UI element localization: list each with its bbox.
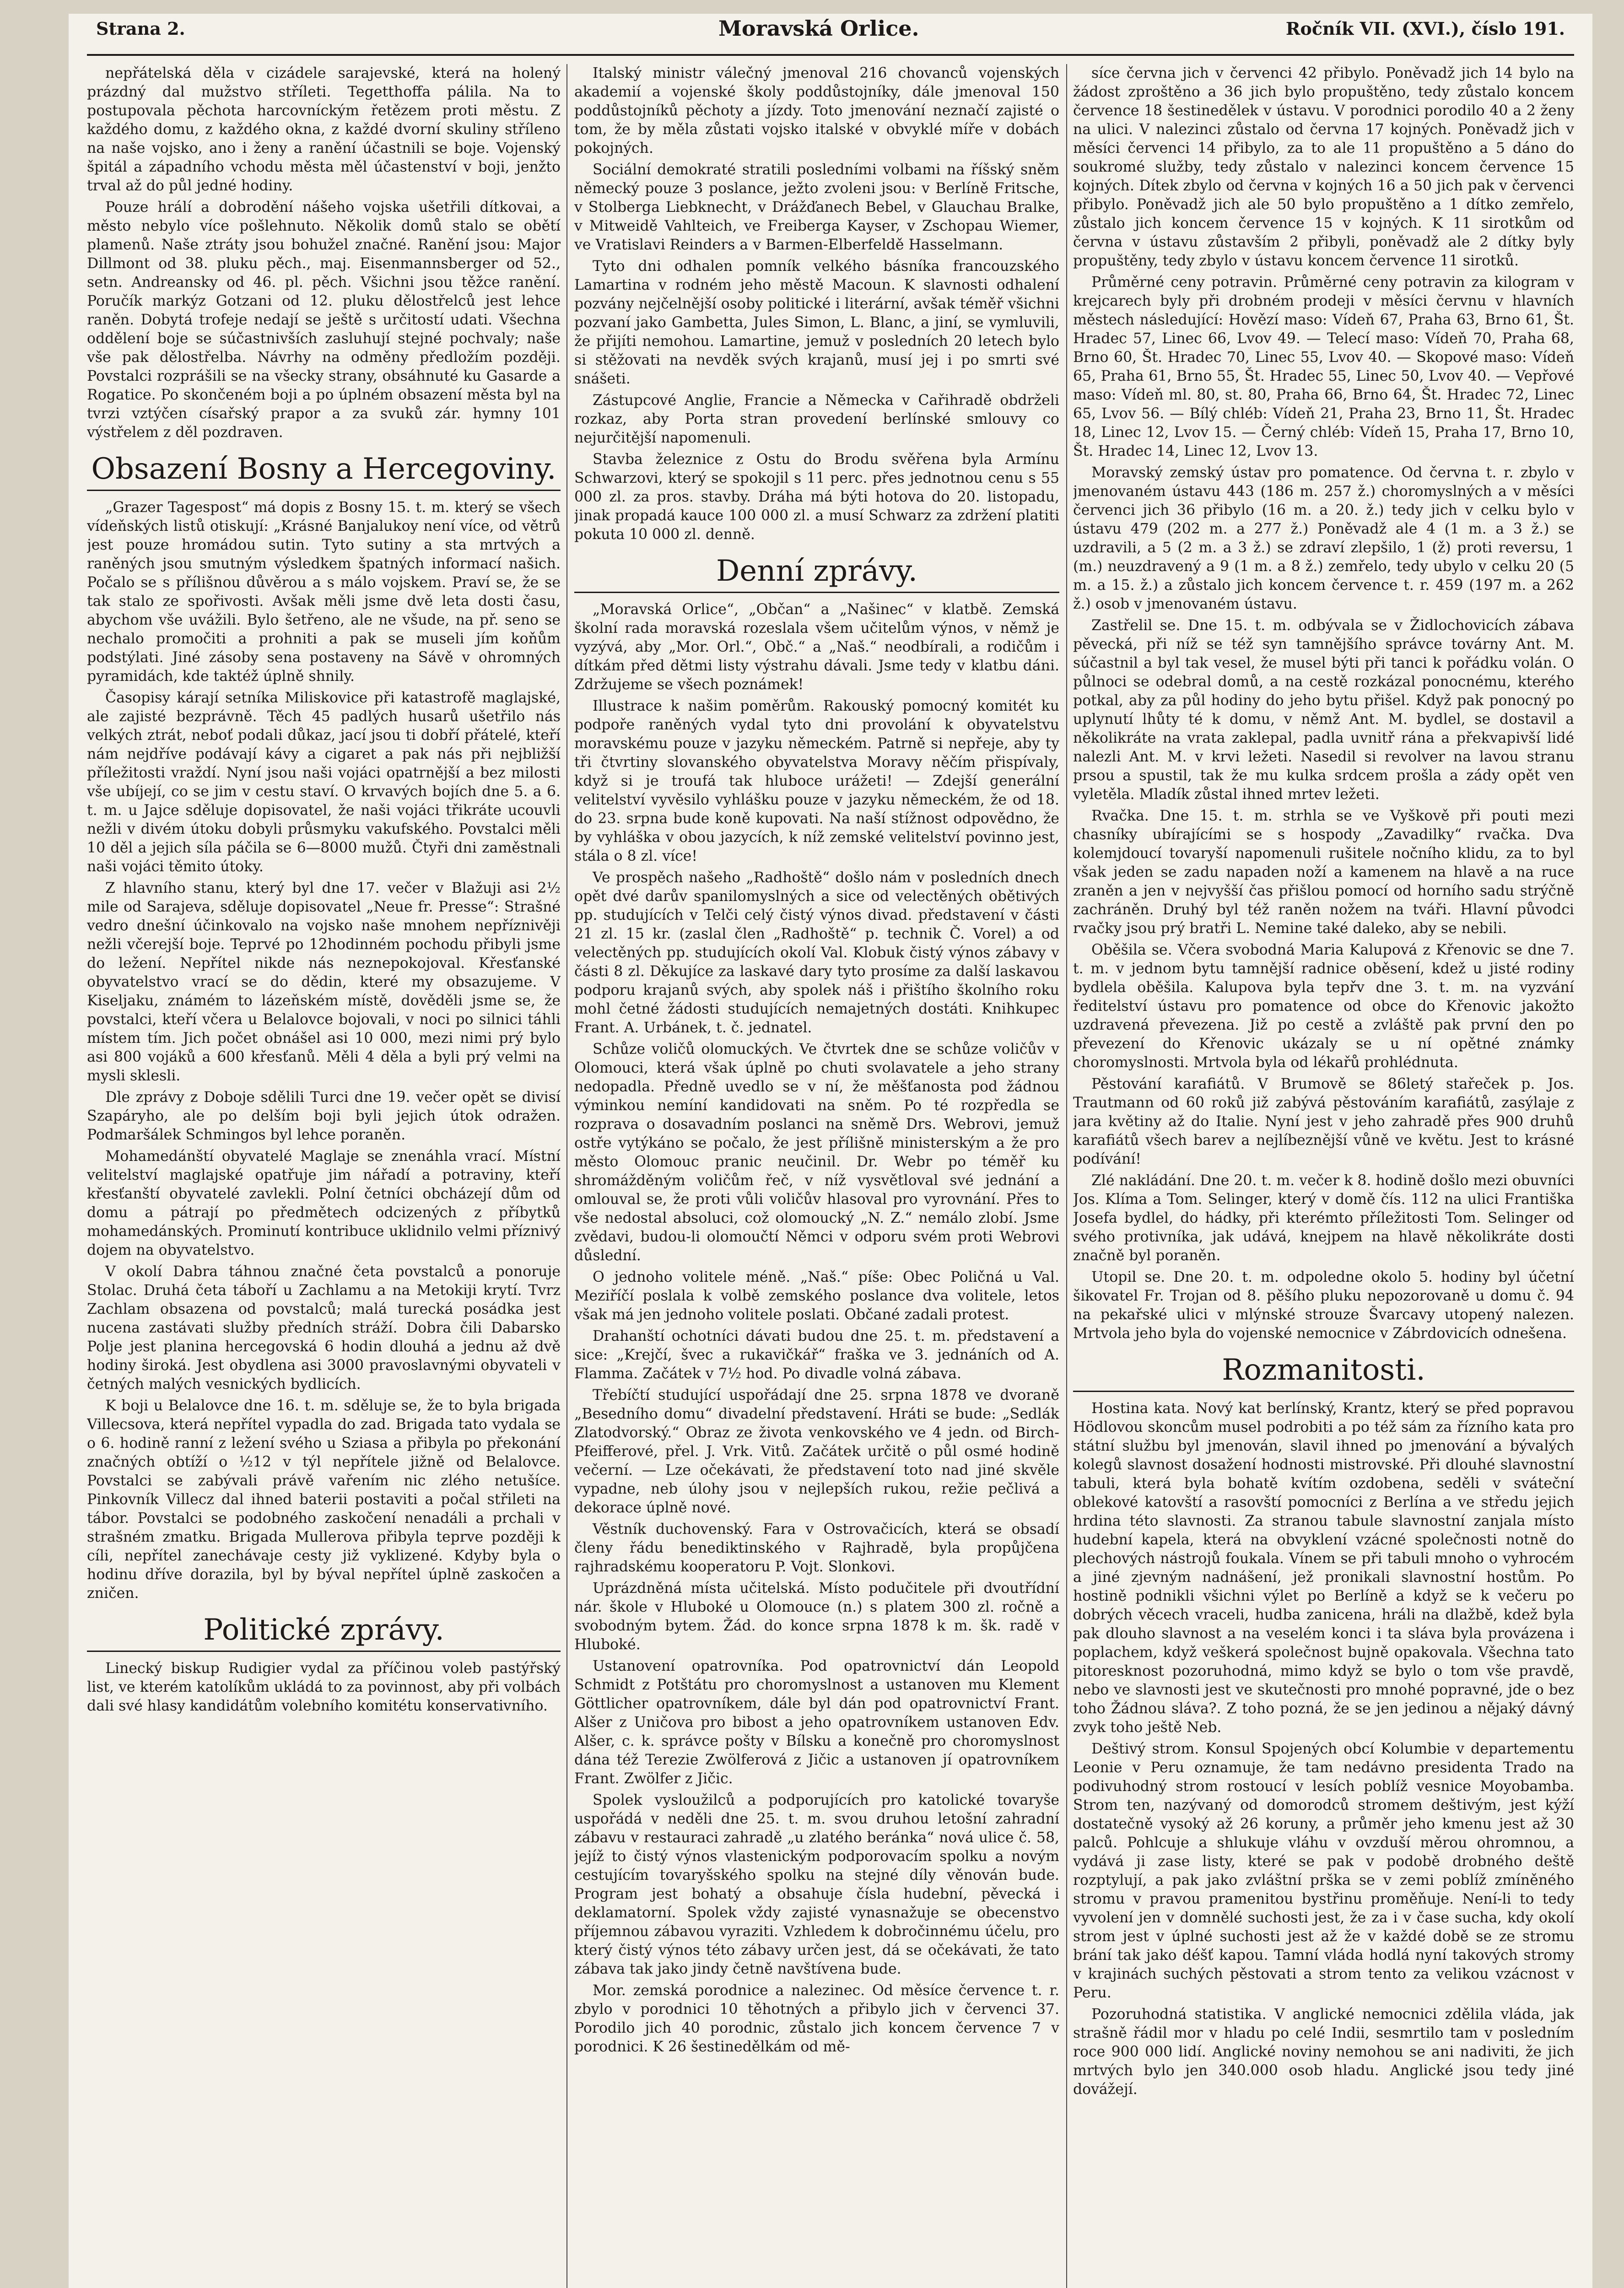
article-paragraph: Oběšila se. Včera svobodná Maria Kalupová z Křenovic se dne 7. t. m. v jednom bytu tamnější radnice oběsení, kdež u jisté rodiny bydlela oběšila. Kalupova byla tepřv dne 3. t. m. na vyzvání ředitelství ústavu pro pomatence od obce do Křenovic jakožto uzdravená převezena. Již po cestě a zvláště pak první den po převezení do Křenovic ukázaly se u ní opětné známky choromyslnosti. Mrtvola byla od lékařů prohlédnuta. <box>1073 942 1574 1071</box>
article-paragraph: Zástupcové Anglie, Francie a Německa v Cařihradě obdrželi rozkaz, aby Porta stran provedení berlínské smlouvy co nejurčitější napomenuli. <box>574 392 1059 446</box>
article-paragraph: Sociální demokraté stratili posledními volbami na říšský sněm německý pouze 3 poslance, ježto zvoleni jsou: v Berlíně Fritsche, v Stolberga Liebknecht, v Drážďanech Bebel, v Glauchau Bralke, v Mitweidě Vahlteich, ve Freiberga Kayser, v Zschopau Wiemer, ve Vratislavi Reinders a v Barmen-Elberfeldě Hasselmann. <box>574 162 1059 253</box>
column-3 <box>1073 64 1574 2288</box>
section-heading-politicke: Politické zprávy. <box>87 1613 561 1652</box>
article-paragraph: K boji u Belalovce dne 16. t. m. sděluje se, že to byla brigada Villecsova, která nepřítel vypadla do zad. Brigada tato vydala se o 6. hodině ranní z ležení svého u Sziasa a přibyla po překonání značných obtíží o ½12 v týl nepřítele jižně od Belalovce. Povstalci se zabývali právě vařením nic zlého netušíce. Pinkovník Villecz dal ihned baterii postaviti a počal střileti na tábor. Povstalci se podobného zaskočení nenadáli a prchali v strašném zmatku. Brigada Mullerova přibyla teprve později k cíli, nepřítel zanechávaje cesty již vyklizené. Kdyby byla o hodinu dříve dorazila, byl by býval nepřítel úplně zaskočen a zničen. <box>87 1398 561 1602</box>
article-paragraph: Třebíčtí studující uspořádají dne 25. srpna 1878 ve dvoraně „Besedního domu“ divadelní představení. Hráti se bude: „Sedlák Zlatodvorský.“ Obraz ze života venkovského ve 4 jedn. od Birch-Pfeifferové, přel. J. Vrk. Vitů. Začátek určitě o půl osmé hodině večerní. — Lze očekávati, že představení toto nad jiné skvěle vypadne, neb úlohy jsou v nejlepších rukou, režie pečlivá a dekorace úplně nové. <box>574 1387 1059 1516</box>
article-paragraph: Uprázdněná místa učitelská. Místo podučitele při dvoutřídní nár. škole v Hluboké u Olomouce (n.) s platem 300 zl. ročně a svobodným bytem. Žád. do konce srpna 1878 k m. šk. radě v Hluboké. <box>574 1580 1059 1653</box>
article-paragraph: Pouze hrálí a dobrodění nášeho vojska ušetřili dítkovai, a město nebylo více pošlehnuto. Několik domů stalo se obětí plamenů. Naše ztráty jsou bohužel značné. Ranění jsou: Major Dillmont od 38. pluku pěch., maj. Eisenmannsberger od 52., setn. Andreansky od 46. pl. pěch. Všichni jsou těžce ranění. Poručík markýz Gotzani od 12. pluku dělostřelců jest lehce raněn. Dobytá trofeje nedají se ještě s určitostí udati. Všechna oddělení boje se súčastnivších zasluhují stejné pochvaly; naše vše pak dělostřelba. Návrhy na odměny předložím později. Povstalci rozprášili se na všecky strany, obsáhnuté ku Gasarde a Rogatice. Po skončeném boji a po úplném obsazení města byl na tvrzi vztýčen císařský prapor a za svuků zár. hymny 101 výstřelem z děl pozdraven. <box>87 199 561 441</box>
article-paragraph: „Grazer Tagespost“ má dopis z Bosny 15. t. m. který se všech vídeňských listů otiskují: „Krásné Banjalukoy není více, od větrů jest pouze hromádou sutin. Tyto sutiny a sta mrtvých a raněných jsou smutným výsledkem špatných informací našich. Počalo se s přílišnou důvěrou a s málo vojskem. Praví se, že se tak stalo ze spořivosti. Avšak měli jsme dvě leta dosti času, abychom vše uvážili. Bylo šetřeno, ale ne všude, na př. seno se nechalo promočiti a prohniti a pak se museli jím koňům podstýlati. Jiné zásoby sena postaveny na Sávě v ohromných pyramidách, kde taktéž úplně shnily. <box>87 499 561 685</box>
section-heading-bosna: Obsazení Bosny a Hercegoviny. <box>87 452 561 491</box>
article-paragraph: Linecký biskup Rudigier vydal za příčinou voleb pastýřský list, ve kterém katolíkům ukládá to za povinnost, aby při volbách dali své hlasy kandidátům volebního komitétu konservativního. <box>87 1660 561 1714</box>
article-paragraph: Illustrace k našim poměrům. Rakouský pomocný komitét ku podpoře raněných vydal tyto dni provolání k obyvatelstvu moravskému pouze v jazyku německém. Patrně si nepřeje, aby ty tři čtvrtiny slovanského obyvatelstva Moravy něčím přispívaly, když si je troufá tak hluboce urážeti! — Zdejší generální velitelství vyvěsilo vyhlášku pouze v jazyku německém, že od 18. do 23. srpna bude koně kupovati. Na naší stížnost odpovědno, že by vyhláška v obou jazycích, k níž zemské velitelství povinno jest, stála o 8 zl. více! <box>574 698 1059 864</box>
article-paragraph: Italský ministr válečný jmenoval 216 chovanců vojenských akademií a vojenské školy poddůstojníky, dále jmenoval 150 poddůstojníků pěchoty a jízdy. Toto jmenování neznačí zajisté o tom, že by měla zůstati vojsko italské v obvyklé míře v dobách pokojných. <box>574 65 1059 156</box>
article-paragraph: nepřátelská děla v cizádele sarajevské, která na holený prázdný dal mužstvo stříleti. Tegetthoffa pálila. Na to postupovala pěchota harcovníckým řetězem proti městu. Z každého domu, z každého okna, z každé dvorní skuliny stříleno na naše vojsko, ano i ženy a ranění účastnili se boje. Vojenský špitál a západního vchodu města měl účastenství v boji, jenžto trval až do půl jedné hodiny. <box>87 65 561 194</box>
article-paragraph: Moravský zemský ústav pro pomatence. Od června t. r. zbylo v jmenovaném ústavu 443 (186 m. 257 ž.) choromyslných a v měsíci červenci jich 36 přibylo (16 m. a 20. ž.) tedy jich v celku bylo v ústavu 479 (202 m. a 277 ž.) Poněvadž ale 4 (1 m. a 3 ž.) se uzdravili, a 5 (2 m. a 3 ž.) se zdraví zlepšilo, 1 (ž) proti reversu, 1 (m.) neuzdravený a 9 (1 m. a 8 ž.) zemřelo, tedy ubylo v celku 20 (5 m. a 15. ž.) a zůstalo jich koncem července t. r. 459 (197 m. a 262 ž.) osob v jmenovaném ústavu. <box>1073 464 1574 612</box>
issue-info: Ročník VII. (XVI.), číslo 191. <box>1285 18 1565 39</box>
article-paragraph: Stavba železnice z Ostu do Brodu svěřena byla Armínu Schwarzovi, který se spokojil s 11 perc. přes jednotnou cenu s 55 000 zl. za pros. stavby. Dráha má býti hotova do 20. listopadu, jinak propadá kauce 100 000 zl. a musí Schwarz za zdržení platiti pokuta 10 000 zl. denně. <box>574 451 1059 543</box>
article-paragraph: Dle zprávy z Doboje sdělili Turci dne 19. večer opět se divisí Szapáryho, ale po delším boji byli jejich útok odražen. Podmaršálek Schmingos byl lehce poraněn. <box>87 1089 561 1143</box>
article-paragraph: Mor. zemská porodnice a nalezinec. Od měsíce července t. r. zbylo v porodnici 10 těhotných a přibylo jich v červenci 37. Porodilo jich 40 porodnic, zůstalo jich koncem července 7 v porodnici. K 26 šestinedělkám od mě- <box>574 1982 1059 2055</box>
column-2 <box>574 64 1059 2288</box>
article-paragraph: O jednoho volitele méně. „Naš.“ píše: Obec Poličná u Val. Meziříčí poslala k volbě zemského poslance dva volitele, letos však má jen jednoho volitele poslati. Občané zadali protest. <box>574 1269 1059 1323</box>
article-paragraph: Deštivý strom. Konsul Spojených obcí Kolumbie v departementu Leonie v Peru oznamuje, že tam nedávno presidenta Trado na podivuhodný strom rostoucí v lesích poblíž vesnice Moyobamba. Strom ten, nazývaný od domorodců stromem deštivým, jest kýží dostatečně vysoký až 26 koruny, a průměr jeho kmenu jest až 30 palců. Pohlcuje a shlukuje vláhu v ovzduší měrou ohromnou, a vydává ji zase listy, které se pak v podobě drobného deště rozptylují, a pak jako zvláštní prška se v zemi poblíž zmíněného stromu v pravou pramenitou bystřinu proměňuje. Není-li to tedy vyvolení jen v domnělé suchosti jest, že za i v čase sucha, kdy okolí strom jest v úplné suchosti jest až že v každé době se ze stromu brání tak jako déšť kapou. Tamní vláda hodlá nyní takových stromy v krajinách suchých pěstovati a strom tento za velikou vzácnost v Peru. <box>1073 1741 1574 2001</box>
article-paragraph: Tyto dni odhalen pomník velkého básníka francouzského Lamartina v rodném jeho městě Macoun. K slavnosti odhalení pozvány nejčelnější osoby politické i literární, avšak téměř všichni pozvaní jako Gambetta, Jules Simon, L. Blanc, a jiní, se vymluvili, že přijíti nemohou. Lamartine, jemuž v posledních 20 letech bylo si stěžovati na nevděk svých krajanů, musí jej i po smrti své snášeti. <box>574 258 1059 387</box>
article-paragraph: Ustanovení opatrovníka. Pod opatrovnictví dán Leopold Schmidt z Potštátu pro choromyslnost a ustanoven mu Klement Göttlicher opatrovníkem, dále byl dán pod opatrovnictví Frant. Alšer z Uničova pro bibost a jeho opatrovníkem ustanoven Edv. Alšer, c. k. správce pošty v Bílsku a konečně pro choromyslnost dána též Terezie Zwölferová z Jičic a ustanoven jí opatrovníkem Frant. Zwölfer z Jičic. <box>574 1658 1059 1787</box>
newspaper-title: Moravská Orlice. <box>718 16 919 41</box>
article-paragraph: Z hlavního stanu, který byl dne 17. večer v Blažuji asi 2½ mile od Sarajeva, sděluje dopisovatel „Neue fr. Presse“: Strašné vedro dnešní účinkovalo na vojsko naše mnohem nepříznivěji nežli včerejší boje. Teprvé po 12hodinném pochodu přibyli jsme do ležení. Nepřítel nikde nás neznepokojoval. Křesťanské obyvatelstvo vrací se do dědin, které my obsazujeme. V Kiseljaku, známém to lázeňském místě, dověděli jsme se, že povstalci, kteří včera u Belalovce bojovali, v noci po silnici táhli místem tím. Jich počet obnášel asi 10 000, mezi nimi prý bylo asi 800 vojáků a 600 křesťanů. Měli 4 děla a byli prý velmi na mysli sklesli. <box>87 880 561 1084</box>
column-1 <box>87 64 561 2288</box>
article-paragraph: Drahanští ochotníci dávati budou dne 25. t. m. představení a sice: „Krejčí, švec a rukavičkář“ fraška ve 3. jednáních od A. Flamma. Začátek v 7½ hod. Po divadle volná zábava. <box>574 1328 1059 1382</box>
article-paragraph: Spolek vysloužilců a podporujících pro katolické tovaryše uspořádá v neděli dne 25. t. m. svou druhou letošní zahradní zábavu v restauraci zahradě „u zlatého beránka“ nová ulice č. 58, jejíž to čistý výnos vlastenickým podporovacím spolku a novým cestujícím tovaryšského spolku na stejné díly věnován bude. Program jest bohatý a obsahuje čísla hudební, pěvecká i deklamatorní. Spolek vždy zajisté vynasnažuje se obecenstvo příjemnou zábavou vyraziti. Vzhledem k dobročinnému účelu, pro který čistý výnos této zábavy určen jest, dá se očekávati, že tato zábava tak jako jindy četně navštívena bude. <box>574 1792 1059 1977</box>
section-heading-denni: Denní zprávy. <box>574 554 1059 593</box>
article-paragraph: Mohamedánští obyvatelé Maglaje se znenáhla vrací. Místní velitelství maglajské opatřuje jim nářadí a potraviny, kteří křesťanští obyvatelé zavlekli. Polní četníci obcházejí dům od domu a pátrají po předmětech odcizených z příbytků mohamedánských. Prominutí kontribuce uklidnilo velmi příznivý dojem na obyvatelstvo. <box>87 1148 561 1258</box>
article-paragraph: „Moravská Orlice“, „Občan“ a „Našinec“ v klatbě. Zemská školní rada moravská rozeslala všem učitelům výnos, v němž je vyzývá, aby „Mor. Orl.“, Obč.“ a „Naš.“ neodbírali, a rodičům i dítkám před dětmi listy výstrahu dávali. Jsme tedy v klatbu dáni. Zdržujeme se všech poznámek! <box>574 601 1059 693</box>
article-paragraph: Utopil se. Dne 20. t. m. odpoledne okolo 5. hodiny byl účetní šikovatel Fr. Trojan od 8. pěšího pluku nepozorovaně u domu č. 94 na pekařské ulici v mlýnské strouze Švarcavy utopený nalezen. Mrtvola jeho byla do vojenské nemocnice v Zábrdovicích odnešena. <box>1073 1269 1574 1342</box>
article-paragraph: Zlé nakládání. Dne 20. t. m. večer k 8. hodině došlo mezi obuvníci Jos. Klíma a Tom. Selinger, který v domě čís. 112 na ulici Františka Josefa bydlel, do hádky, při kterémto příležitosti Tom. Selinger od svého protivníka, jak udává, knejpem na hlavě několikráte dosti značně byl poraněn. <box>1073 1172 1574 1264</box>
article-paragraph: Průměrné ceny potravin. Průměrné ceny potravin za kilogram v krejcarech byly při drobném prodeji v měsíci červnu v hlavních městech následující: Hovězí maso: Vídeň 67, Praha 63, Brno 61, Št. Hradec 57, Linec 66, Lvov 49. — Telecí maso: Vídeň 70, Praha 68, Brno 60, Št. Hradec 70, Linec 55, Lvov 40. — Skopové maso: Vídeň 65, Praha 61, Brno 55, Št. Hradec 55, Linec 50, Lvov 40. — Vepřové maso: Vídeň ml. 80, st. 80, Praha 66, Brno 64, Št. Hradec 72, Linec 65, Lvov 56. — Bílý chléb: Vídeň 21, Praha 23, Brno 11, Št. Hradec 18, Linec 12, Lvov 15. — Černý chléb: Vídeň 15, Praha 17, Brno 10, Št. Hradec 14, Linec 12, Lvov 13. <box>1073 274 1574 459</box>
article-paragraph: Věstník duchovenský. Fara v Ostrovačicích, která se obsadí členy řádu benediktinského v Rajhradě, byla propůjčena rajhradskému kooperatoru P. Vojt. Slonkovi. <box>574 1521 1059 1575</box>
article-paragraph: Časopisy kárají setníka Miliskovice při katastrofě maglajské, ale zajisté bezprávně. Těch 45 padlých husarů ušetřilo nás velkých ztrát, neboť podali důkaz, jací jsou ti dobří přátelé, kteří nám nejdříve podávají kávy a cigaret a pak nás při nejbližší příležitosti vraždí. Nyní jsou naši vojáci opatrnější a bez milosti vše ubíjejí, co se jim v cestu staví. O krvavých bojích dne 5. a 6. t. m. u Jajce sděluje dopisovatel, že naši vojáci třikráte ucouvli nežli v divém útoku dobyli průsmyku vakufského. Povstalci měli 10 děl a jejich síla páčila se 6—8000 mužů. Čtyři dni zaměstnali naši vojáci těmito útoky. <box>87 690 561 875</box>
section-heading-rozmanitosti: Rozmanitosti. <box>1073 1353 1574 1392</box>
header-rule <box>87 54 1574 56</box>
article-paragraph: V okolí Dabra táhnou značné četa povstalců a ponoruje Stolac. Druhá četa táboří u Zachlamu a na Metokiji krytí. Tvrz Zachlam obsazena od povstalců; malá turecká posádka jest nucena zastávati služby předních stráží. Dobra čili Dabarsko Polje jest planina hercegovská 6 hodin dlouhá a jednu až dvě hodiny široká. Jest obydlena asi 3000 pravoslavnými obyvateli v četných malých vesnických bydlicích. <box>87 1263 561 1392</box>
article-paragraph: síce června jich v červenci 42 přibylo. Poněvadž jich 14 bylo na žádost zproštěno a 36 jich bylo propuštěno, tedy zůstalo koncem července 18 šestinedělek v ústavu. V porodnici porodilo 40 a 2 ženy na ulici. V nalezinci zůstalo od června 17 kojných. Poněvadž jich v měsíci červenci 14 přibylo, za to ale 11 propuštěno a 5 dáno do soukromé služby, tedy zůstalo v nalezinci koncem července 15 kojných. Dítek zbylo od června v kojných 16 a 50 jich pak v červenci přibylo. Poněvadž jich ale 50 bylo propuštěno a 1 dítko zemřelo, zůstalo jich koncem července 15 v kojných. K 11 sirotkům od června v ústavu zůstavším 2 přibyli, poněvadž ale 2 dítky byly propuštěny, tedy zbylo v ústavu koncem července 11 sirotků. <box>1073 65 1574 269</box>
page-number: Strana 2. <box>96 18 185 39</box>
article-paragraph: Hostina kata. Nový kat berlínský, Krantz, který se před popravou Hödlovou skoncům musel podrobiti a po též sám za řízního kata pro státní službu byl jmenován, slavil ihned po jmenování a bývalých kolegů slavnost dosažení hodnosti mistrovské. Při dlouhé slavnostní tabuli, která byla bohatě kvítím ozdobena, seděli v sváteční oblekové katovští a rasovští pomocníci z Berlína a ve středu jejich hrdina této slavnosti. Za stranou tabule slavnostní zanjala místo hudební kapela, která na obvyklení vzácné společnosti notně do plechových nástrojů foukala. Vínem se při tabuli mnoho o vyhrocém a jiné zjevným nadnášení, jež pronikali slavnostní hostům. Po hostině podnikli všichni výlet po Berlíně a když se k večeru po dobrých věcech vraceli, hudba zanicena, hráli na dlažbě, kdež byla pak dlouho slavnost a na veselém konci i ta sláva byla provázena i poplachem, když veškerá společnost bujně opakovala. Všechna tato pitoresknost pozoruhodná, mimo když se bylo o tom vše pravdě, nebo ve slavnosti jest ve skutečnosti pro mnohé popravné, jde o bez toho Žádnou sláva?. Z toho pozná, že se jen jedinou a nějaký dávný zvyk toho ještě Neb. <box>1073 1400 1574 1736</box>
article-paragraph: Schůze voličů olomuckých. Ve čtvrtek dne se schůze voličův v Olomouci, která však úplně po chuti svolavatele a jeho strany nedopadla. Předně uvedlo se v ní, že měšťanosta pod žádnou výminkou nemíní kandidovati na sněm. Po té rozpředla se rozprava o dosavadním poslanci na sněmě Drs. Webrovi, jemuž ostře vytýkáno se počalo, že jest přílišně ministerským a že pro město Olomouc pranic neučinil. Dr. Webr po téměř ku shromážděným voličům řeč, v níž vysvětloval své jednání a omlouval se, že proti vůli voličův hlasoval pro vyrovnání. Přes to vše nedostal absoluci, což olomoucký „N. Z.“ nemálo zlobí. Jsme zvědavi, budou-li olomoučtí Němci v odporu svém proti Webrovi důslední. <box>574 1041 1059 1264</box>
article-paragraph: Pěstování karafiátů. V Brumově se 86letý stařeček p. Jos. Trautmann od 60 roků již zabývá pěstováním karafiátů, zasýlaje z jara květiny až do Italie. Nyní jest v jeho zahradě přes 900 druhů karafiátů všech barev a nejlíbeznější vůně ve květu. Jest to krásné podívání! <box>1073 1076 1574 1167</box>
article-paragraph: Rvačka. Dne 15. t. m. strhla se ve Vyškově při pouti mezi chasníky ubírajícími se s hospody „Zavadilky“ rvačka. Dva kolemjdoucí tovaryší napomenuli rušitele nočního klidu, za to byl však jeden se zadu napaden noží a kamenem na hlavě a na ruce zraněn a jen v nejvyšší čas přišlou pomocí od horního sadu strýčně zachráněn. Druhý byl též raněn nožem na tváři. Hlavní původci rvačky jsou prý bratři L. Nemine také daleko, aby se nebili. <box>1073 808 1574 937</box>
article-paragraph: Pozoruhodná statistika. V anglické nemocnici zdělila vláda, jak strašně řádil mor v hladu po celé Indii, sesmrtilo tam v posledním roce 900 000 lidí. Anglické noviny nemohou se ani nadiviti, že jich mrtvých bylo jen 340.000 osob hladu. Anglické jsou tedy jiné dovážejí. <box>1073 2006 1574 2098</box>
newspaper-page <box>69 14 1592 2288</box>
article-paragraph: Ve prospěch našeho „Radhoště“ došlo nám v posledních dnech opět dvé darův spanilomyslných a sice od velectěných obětivých pp. studujících v Telči celý čistý výnos divad. představení v části 21 zl. 15 kr. (zaslal člen „Radhoště“ p. technik Č. Vorel) a od velectěných pp. studujících okolí Val. Klobuk čistý výnos zábavy v části 8 zl. Děkujíce za laskavé dary tyto prosíme za další laskavou podporu krajanů svých, aby spolek náš i přištího školního roku mohl četné žádosti studujících nemajetných dostáti. Knihkupec Frant. A. Urbánek, t. č. jednatel. <box>574 869 1059 1036</box>
article-paragraph: Zastřelil se. Dne 15. t. m. odbývala se v Židlochovicích zábava pěvecká, při níž se též syn tamnějšího správce továrny Ant. M. súčastnil a byl tak vesel, že musel býti při tanci k pořádku volán. O půlnoci se odebral domů, a na cestě rozkázal ponocnému, kterého potkal, aby za půl hodiny do jeho bytu přišel. Když pak ponocný po uplynutí lhůty té k domu, v němž Ant. M. bydlel, se dostavil a několikráte na vrata zaklepal, padla uvnitř rána a překvapivší lidé nalezli Ant. M. v krvi ležeti. Nasedil si revolver na lavou stranu prsou a spustil, tak že mu kulka srdcem prošla a zády opět ven vyletěla. Mladík zůstal ihned mrtev ležeti. <box>1073 617 1574 803</box>
column-divider <box>1066 64 1067 2288</box>
page-header <box>69 14 1592 50</box>
